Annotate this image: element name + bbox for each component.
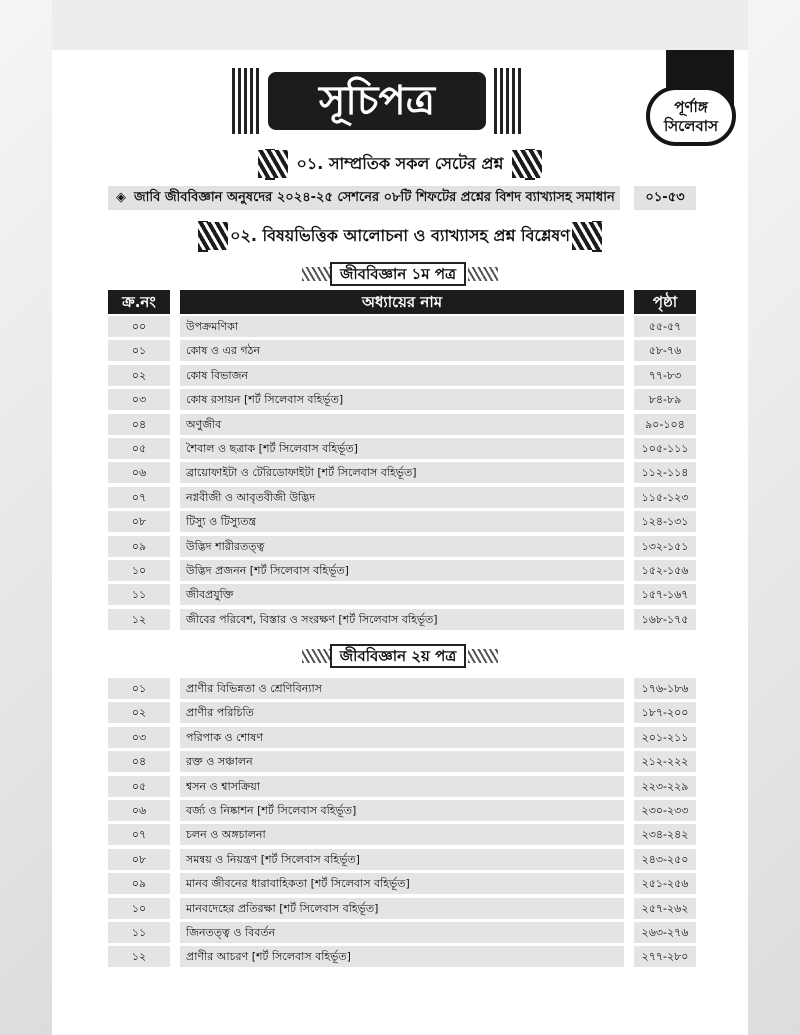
- section1-item: [108, 186, 620, 210]
- title-bars-left: [232, 68, 260, 134]
- paper2-heading: [302, 644, 498, 668]
- table-cell-num: ০৬: [108, 462, 170, 483]
- table-cell-name: সমন্বয় ও নিয়ন্ত্রণ [শর্ট সিলেবাস বহির্ভূত]: [180, 849, 624, 870]
- table-cell-name: কোষ বিভাজন: [180, 365, 624, 386]
- table-cell-page: ৫৫-৫৭: [634, 316, 696, 337]
- title-block: [232, 68, 522, 134]
- table-cell-page: ২৩০-২৩৩: [634, 800, 696, 821]
- table-cell-page: ২৩৪-২৪২: [634, 824, 696, 845]
- table-cell-num: ০৩: [108, 727, 170, 748]
- table-cell-page: ৫৮-৭৬: [634, 340, 696, 361]
- table-cell-page: ২১২-২২২: [634, 751, 696, 772]
- section-heading-2-text: ০২. বিষয়ভিত্তিক আলোচনা ও ব্যাখ্যাসহ প্রশ্ন বিশ্লেষণ: [198, 221, 602, 252]
- table-cell-name: টিস্যু ও টিস্যুতন্ত্র: [180, 511, 624, 532]
- table-cell-page: ১৬৮-১৭৫: [634, 609, 696, 630]
- subheading-lines-right: [468, 267, 498, 281]
- table-cell-num: ০৯: [108, 536, 170, 557]
- table-cell-name: কোষ রসায়ন [শর্ট সিলেবাস বহির্ভূত]: [180, 389, 624, 410]
- table-cell-name: উদ্ভিদ প্রজনন [শর্ট সিলেবাস বহির্ভূত]: [180, 560, 624, 581]
- section1-item-page: ০১-৫৩: [634, 186, 696, 210]
- table-cell-name: জীবের পরিবেশ, বিস্তার ও সংরক্ষণ [শর্ট সিলেবাস বহির্ভূত]: [180, 609, 624, 630]
- table-cell-num: ০৩: [108, 389, 170, 410]
- table-cell-num: ০২: [108, 365, 170, 386]
- table-cell-page: ৮৪-৮৯: [634, 389, 696, 410]
- table-cell-num: ০৭: [108, 487, 170, 508]
- table-cell-num: ১১: [108, 584, 170, 605]
- table-cell-name: চলন ও অঙ্গচালনা: [180, 824, 624, 845]
- table-cell-page: ২৭৭-২৮০: [634, 946, 696, 967]
- table-cell-num: ০৫: [108, 438, 170, 459]
- table-cell-name: উপক্রমণিকা: [180, 316, 624, 337]
- diamond-icon: ◈: [116, 190, 126, 205]
- table-cell-num: ০৮: [108, 511, 170, 532]
- section-slash-left: [198, 222, 228, 250]
- table-cell-name: প্রাণীর পরিচিতি: [180, 702, 624, 723]
- table-cell-page: ১৫৭-১৬৭: [634, 584, 696, 605]
- table-cell-page: ১৮৭-২০০: [634, 702, 696, 723]
- table-cell-name: নগ্নবীজী ও আবৃতবীজী উদ্ভিদ: [180, 487, 624, 508]
- table-cell-num: ১২: [108, 946, 170, 967]
- table-header-num: ক্র.নং: [108, 290, 170, 314]
- table-cell-page: ১৩২-১৫১: [634, 536, 696, 557]
- section-heading-2: [198, 222, 602, 250]
- syllabus-badge: [646, 86, 736, 146]
- table-cell-name: প্রাণীর বিভিন্নতা ও শ্রেণিবিন্যাস: [180, 678, 624, 699]
- table-cell-name: পরিপাক ও শোষণ: [180, 727, 624, 748]
- background-stripe: [748, 0, 800, 1035]
- table-cell-name: মানব জীবনের ধারাবাহিকতা [শর্ট সিলেবাস বহির্ভূত]: [180, 873, 624, 894]
- table-cell-num: ১০: [108, 560, 170, 581]
- subheading-lines-right: [468, 649, 498, 663]
- table-cell-num: ১২: [108, 609, 170, 630]
- title-bars-right: [494, 68, 522, 134]
- section-slash-right: [512, 150, 542, 178]
- table-cell-num: ০৬: [108, 800, 170, 821]
- table-cell-page: ১২৪-১৩১: [634, 511, 696, 532]
- table-cell-name: মানবদেহের প্রতিরক্ষা [শর্ট সিলেবাস বহির্ভূত]: [180, 898, 624, 919]
- table-cell-num: ০৪: [108, 751, 170, 772]
- table-cell-num: ০২: [108, 702, 170, 723]
- table-cell-num: ০৫: [108, 776, 170, 797]
- table-cell-name: অণুজীব: [180, 414, 624, 435]
- table-cell-name: জিনতত্ত্ব ও বিবর্তন: [180, 922, 624, 943]
- table-cell-page: ৯০-১০৪: [634, 414, 696, 435]
- table-cell-page: ১১২-১১৪: [634, 462, 696, 483]
- section-slash-right: [572, 222, 602, 250]
- section1-item-label: জাবি জীববিজ্ঞান অনুষদের ২০২৪-২৫ সেশনের ০৮টি শিফটের প্রশ্নের বিশদ ব্যাখ্যাসহ সমাধান: [134, 190, 615, 205]
- table-cell-name: শ্বসন ও শ্বাসক্রিয়া: [180, 776, 624, 797]
- table-cell-page: ২৫৭-২৬২: [634, 898, 696, 919]
- badge-line1: পূর্ণাঙ্গ: [674, 98, 708, 116]
- table-cell-name: উদ্ভিদ শারীরতত্ত্ব: [180, 536, 624, 557]
- table-cell-num: ১১: [108, 922, 170, 943]
- table-cell-page: ১১৫-১২৩: [634, 487, 696, 508]
- table-cell-page: ১০৫-১১১: [634, 438, 696, 459]
- table-cell-num: ১০: [108, 898, 170, 919]
- table-cell-page: ২২৩-২২৯: [634, 776, 696, 797]
- table-cell-page: ১৭৬-১৮৬: [634, 678, 696, 699]
- table-cell-page: ৭৭-৮৩: [634, 365, 696, 386]
- paper2-title: জীববিজ্ঞান ২য় পত্র: [330, 644, 466, 668]
- table-cell-page: ২৫১-২৫৬: [634, 873, 696, 894]
- table-cell-name: জীবপ্রযুক্তি: [180, 584, 624, 605]
- table-cell-page: ২০১-২১১: [634, 727, 696, 748]
- background-stripe: [0, 0, 52, 1035]
- table-cell-page: ২৪৩-২৫০: [634, 849, 696, 870]
- table-header-page: পৃষ্ঠা: [634, 290, 696, 314]
- section-heading-1: [258, 150, 542, 178]
- table-cell-num: ০৮: [108, 849, 170, 870]
- table-cell-name: ব্রায়োফাইটা ও টেরিডোফাইটা [শর্ট সিলেবাস বহির্ভূত]: [180, 462, 624, 483]
- paper1-heading: [302, 262, 498, 286]
- table-header-name: অধ্যায়ের নাম: [180, 290, 624, 314]
- paper1-title: জীববিজ্ঞান ১ম পত্র: [330, 262, 466, 286]
- badge-line2: সিলেবাস: [663, 117, 718, 135]
- page-title: সূচিপত্র: [268, 72, 486, 130]
- table-cell-page: ১৫২-১৫৬: [634, 560, 696, 581]
- table-cell-name: প্রাণীর আচরণ [শর্ট সিলেবাস বহির্ভূত]: [180, 946, 624, 967]
- table-cell-num: ০১: [108, 678, 170, 699]
- table-cell-name: কোষ ও এর গঠন: [180, 340, 624, 361]
- table-cell-name: রক্ত ও সঞ্চালন: [180, 751, 624, 772]
- table-cell-num: ০৪: [108, 414, 170, 435]
- section-slash-left: [258, 150, 288, 178]
- table-cell-num: ০৯: [108, 873, 170, 894]
- table-cell-name: বর্জ্য ও নিষ্কাশন [শর্ট সিলেবাস বহির্ভূত]: [180, 800, 624, 821]
- table-cell-name: শৈবাল ও ছত্রাক [শর্ট সিলেবাস বহির্ভূত]: [180, 438, 624, 459]
- table-cell-page: ২৬৩-২৭৬: [634, 922, 696, 943]
- table-cell-num: ০৭: [108, 824, 170, 845]
- section-heading-1-text: ০১. সাম্প্রতিক সকল সেটের প্রশ্ন: [265, 149, 536, 180]
- table-cell-num: ০১: [108, 340, 170, 361]
- table-cell-num: ০০: [108, 316, 170, 337]
